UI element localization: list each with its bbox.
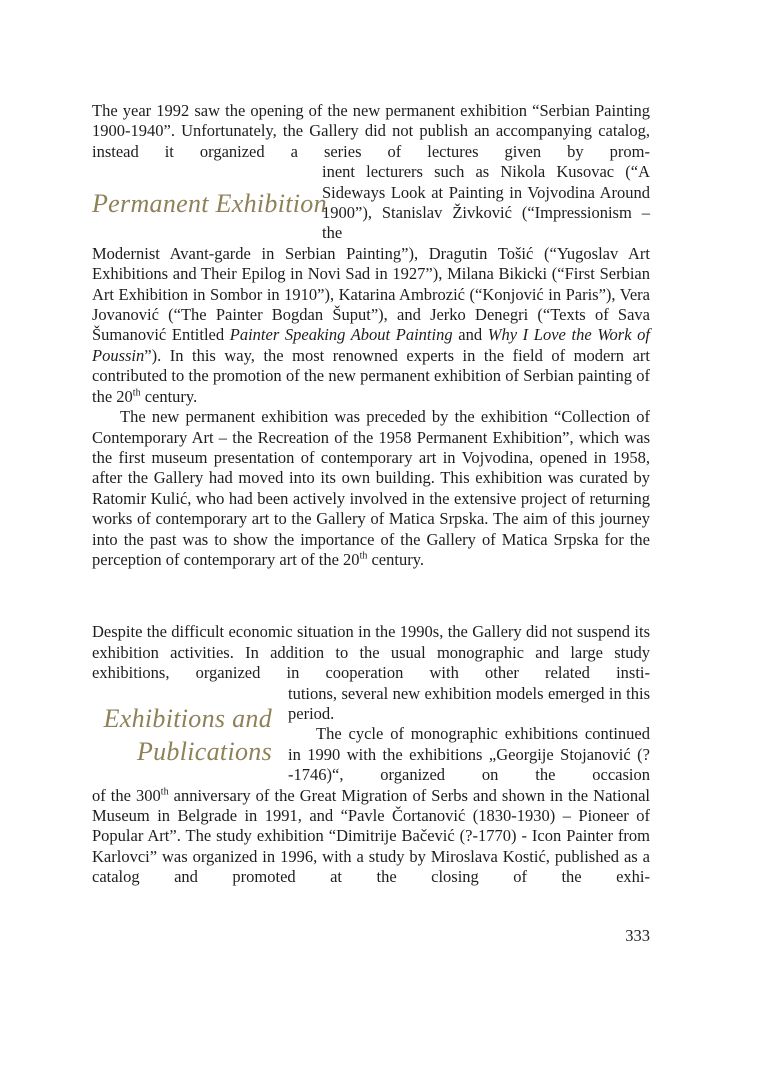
wrapped-text-column	[288, 684, 650, 786]
paragraph-intro: Despite the difficult economic situation in the 1990s, the Gallery did not suspend its exhibition activities. In addition to the usual monographic and large study exhibitions, organized in cooperation with other related insti-	[92, 622, 650, 683]
text-segment: anniversary of the Great Migration of Serbs and shown in the National Museum in Belgrade in 1991, and “Pavle Čortanović (1830-1930) – Pioneer of Popular Art”. The study exhibition “Dimitrije Bačević (?-1770) - Icon Painter from Karlovci” was organized in 1996, with a study by Miroslava Kostić, published as a catalog and promoted at the closing of the exhi-	[92, 785, 650, 887]
paragraph-wrapped: inent lecturers such as Nikola Kusovac (“A Sideways Look at Painting in Vojvodina Around 1900”), Stanislav Živković (“Impressionism – the	[322, 162, 650, 243]
side-heading-exhibitions-publications: Exhibitions and Publications	[103, 703, 272, 766]
side-heading-column	[92, 684, 272, 786]
page-number: 333	[625, 926, 650, 945]
text-segment: of the 300	[92, 785, 161, 805]
italic-title-2: Why I Love the Work of Poussin	[92, 325, 651, 365]
side-heading-column	[92, 162, 327, 244]
heading-wrap-row	[92, 684, 650, 786]
side-heading-permanent-exhibition: Permanent Exhibition	[92, 188, 327, 218]
text-segment: ”). In this way, the most renowned experts in the field of modern art contributed to the promotion of the new permanent exhibition of Serbian painting of the 20	[92, 345, 650, 406]
paragraph-second	[92, 407, 650, 570]
italic-title-1: Painter Speaking About Painting	[229, 325, 453, 345]
paragraph-wrapped: tutions, several new exhibition models emerged in this period.	[288, 683, 650, 723]
paragraph-wrapped-second: The cycle of monographic exhibitions continued in 1990 with the exhibitions „Georgije Stojanović (?-1746)“, organized on the occasion	[288, 724, 650, 785]
paragraph-intro: The year 1992 saw the opening of the new permanent exhibition “Serbian Painting 1900-1940”. Unfortunately, the Gallery did not publish an accompanying catalog, instead it organized a series of lectures given by prom-	[92, 101, 650, 161]
paragraph-continuation	[92, 244, 650, 407]
text-segment: century.	[367, 549, 424, 569]
wrapped-text-column	[322, 162, 650, 244]
page-content	[92, 101, 650, 888]
ordinal-superscript: th	[359, 550, 368, 562]
section-exhibitions-publications	[92, 622, 650, 887]
section-permanent-exhibition	[92, 101, 650, 570]
text-segment: and	[452, 325, 488, 345]
text-segment: century.	[140, 386, 198, 406]
ordinal-superscript: th	[160, 786, 169, 798]
paragraph-continuation	[92, 786, 650, 888]
ordinal-superscript: th	[132, 387, 141, 399]
text-segment: Modernist Avant-garde in Serbian Painting”), Dragutin Tošić (“Yugoslav Art Exhibitions and Their Epilog in Novi Sad in 1927”), Milana Bikicki (“First Serbian Art Exhibition in Sombor in 1910”), Katarina Ambrozić (“Konjović in Paris”), Vera Jovanović (“The Painter Bogdan Šuput”), and Jerko Denegri (“Texts of Sava Šumanović Entitled	[92, 243, 650, 345]
text-segment: The new permanent exhibition was preceded by the exhibition “Collection of Contemporary Art – the Recreation of the 1958 Permanent Exhibition”, which was the first museum presentation of contemporary art in Vojvodina, opened in 1958, after the Gallery had moved into its own building. This exhibition was curated by Ratomir Kulić, who had been actively involved in the extensive project of returning works of contemporary art to the Gallery of Matica Srpska. The aim of this journey into the past was to show the importance of the Gallery of Matica Srpska for the perception of contemporary art of the 20	[92, 407, 650, 569]
heading-wrap-row	[92, 162, 650, 244]
